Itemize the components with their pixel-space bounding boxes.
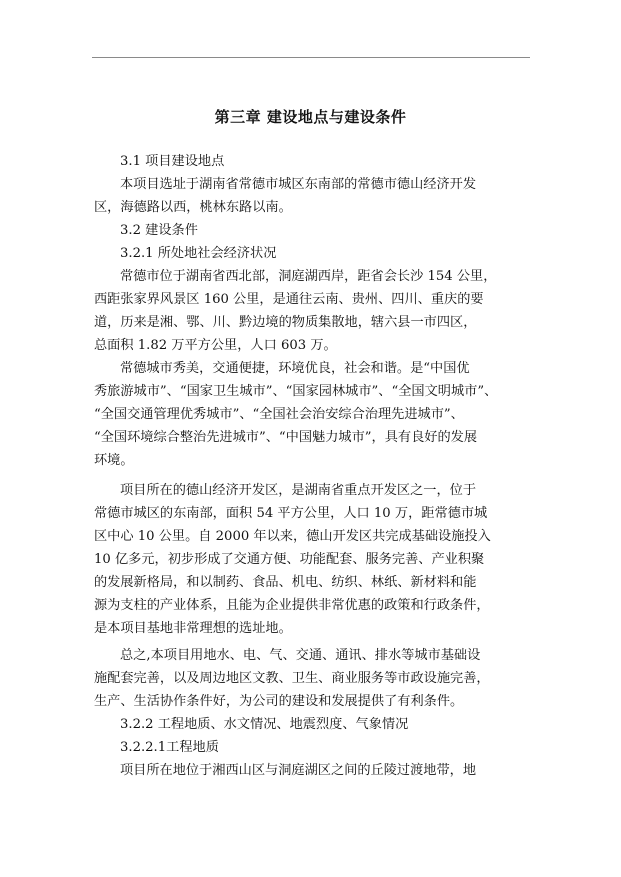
paragraph-line: 西距张家界风景区 160 公里，是通往云南、贵州、四川、重庆的要: [94, 292, 484, 307]
paragraph-line: 是本项目基地非常理想的选址地。: [94, 621, 292, 636]
subsection-heading: 3.2.2 工程地质、水文情况、地震烈度、气象情况: [120, 717, 409, 732]
paragraph-line: 施配套完善，以及周边地区文教、卫生、商业服务等市政设施完善，: [94, 671, 490, 686]
chapter-title: 第三章 建设地点与建设条件: [214, 108, 407, 126]
paragraph-line: 总之,本项目用地水、电、气、交通、通讯、排水等城市基础设: [120, 648, 481, 663]
paragraph-line: 项目所在的德山经济开发区，是湖南省重点开发区之一，位于: [120, 483, 477, 498]
paragraph-line: 常德城市秀美，交通便捷，环境优良，社会和谐。是“中国优: [120, 361, 470, 376]
subsection-heading: 3.2.2.1工程地质: [120, 740, 219, 755]
paragraph-line: 项目所在地位于湘西山区与洞庭湖区之间的丘陵过渡地带，地: [120, 763, 477, 778]
paragraph-line: 常德市城区的东南部，面积 54 平方公里，人口 10 万，距常德市城: [94, 506, 488, 521]
paragraph-line: 环境。: [94, 453, 134, 468]
paragraph-line: 区，海德路以西，桃林东路以南。: [94, 200, 292, 215]
section-heading: 3.1 项目建设地点: [120, 154, 225, 169]
paragraph-line: 常德市位于湖南省西北部，洞庭湖西岸，距省会长沙 154 公里，: [120, 269, 497, 284]
paragraph-line: “全国环境综合整治先进城市”、“中国魅力城市”，具有良好的发展: [94, 430, 478, 445]
header-rule: [92, 57, 530, 58]
paragraph-line: 区中心 10 公里。自 2000 年以来，德山开发区共完成基础设施投入: [94, 529, 491, 544]
paragraph-line: 源为支柱的产业体系，且能为企业提供非常优惠的政策和行政条件，: [94, 598, 490, 613]
subsection-heading: 3.2.1 所处地社会经济状况: [120, 246, 277, 261]
paragraph-line: 10 亿多元，初步形成了交通方便、功能配套、服务完善、产业积聚: [94, 552, 485, 567]
paragraph-line: “全国交通管理优秀城市”、“全国社会治安综合治理先进城市”、: [94, 407, 464, 422]
paragraph-line: 的发展新格局，和以制药、食品、机电、纺织、林纸、新材料和能: [94, 575, 477, 590]
paragraph-line: 道，历来是湘、鄂、川、黔边境的物质集散地，辖六县一市四区，: [94, 315, 477, 330]
paragraph-line: 秀旅游城市”、“国家卫生城市”、“国家园林城市”、“全国文明城市”、: [94, 384, 498, 399]
paragraph-line: 本项目选址于湖南省常德市城区东南部的常德市德山经济开发: [120, 177, 477, 192]
section-heading: 3.2 建设条件: [120, 223, 198, 238]
paragraph-line: 总面积 1.82 万平方公里，人口 603 万。: [94, 338, 337, 353]
paragraph-line: 生产、生活协作条件好，为公司的建设和发展提供了有利条件。: [94, 694, 464, 709]
